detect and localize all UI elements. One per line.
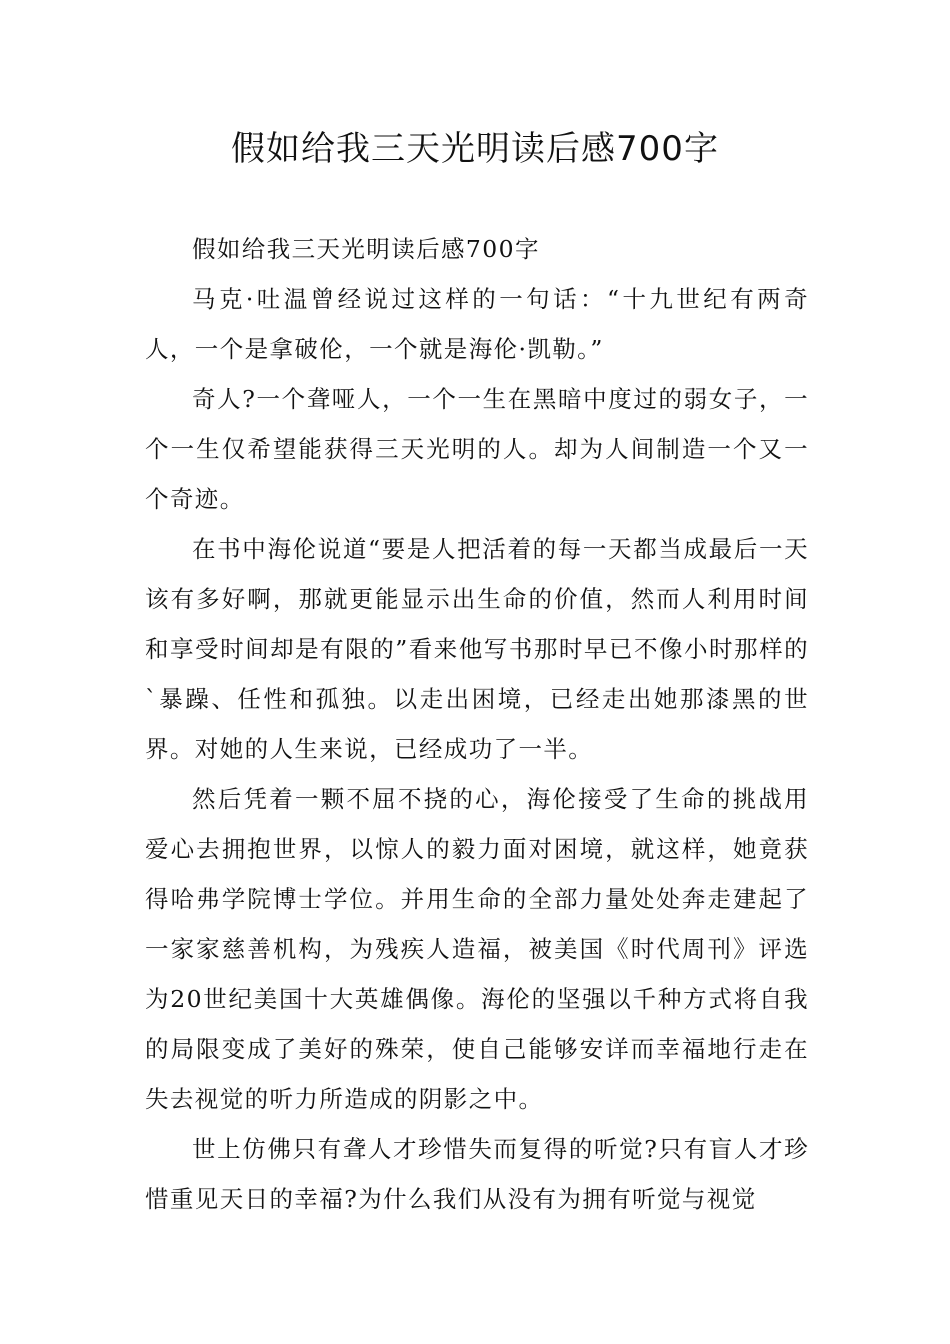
- document-body: [145, 224, 809, 1224]
- paragraph-extraordinary: 奇人?一个聋哑人，一个一生在黑暗中度过的弱女子，一个一生仅希望能获得三天光明的人。却为人间制造一个又一个奇迹。: [145, 385, 809, 513]
- document-title: 假如给我三天光明读后感700字: [231, 129, 719, 169]
- paragraph-book-quote: 在书中海伦说道“要是人把活着的每一天都当成最后一天该有多好啊，那就更能显示出生命的价值，然而人利用时间和享受时间却是有限的”看来他写书那时早已不像小时那样的`暴躁、任性和孤独。以走出困境，已经走出她那漆黑的世界。对她的人生来说，已经成功了一半。: [145, 535, 809, 763]
- paragraph-heading: 假如给我三天光明读后感700字: [192, 235, 540, 263]
- paragraph-achievements: 然后凭着一颗不屈不挠的心，海伦接受了生命的挑战用爱心去拥抱世界，以惊人的毅力面对困境，就这样，她竟获得哈弗学院博士学位。并用生命的全部力量处处奔走建起了一家家慈善机构，为残疾人造福，被美国《时代周刊》评选为20世纪美国十大英雄偶像。海伦的坚强以千种方式将自我的局限变成了美好的殊荣，使自己能够安详而幸福地行走在失去视觉的听力所造成的阴影之中。: [145, 785, 809, 1113]
- paragraph-reflection: 世上仿佛只有聋人才珍惜失而复得的听觉?只有盲人才珍惜重见天日的幸福?为什么我们从没有为拥有听觉与视觉: [145, 1135, 809, 1213]
- paragraph-quote: 马克·吐温曾经说过这样的一句话：“十九世纪有两奇人，一个是拿破伦，一个就是海伦·凯勒。”: [145, 285, 809, 363]
